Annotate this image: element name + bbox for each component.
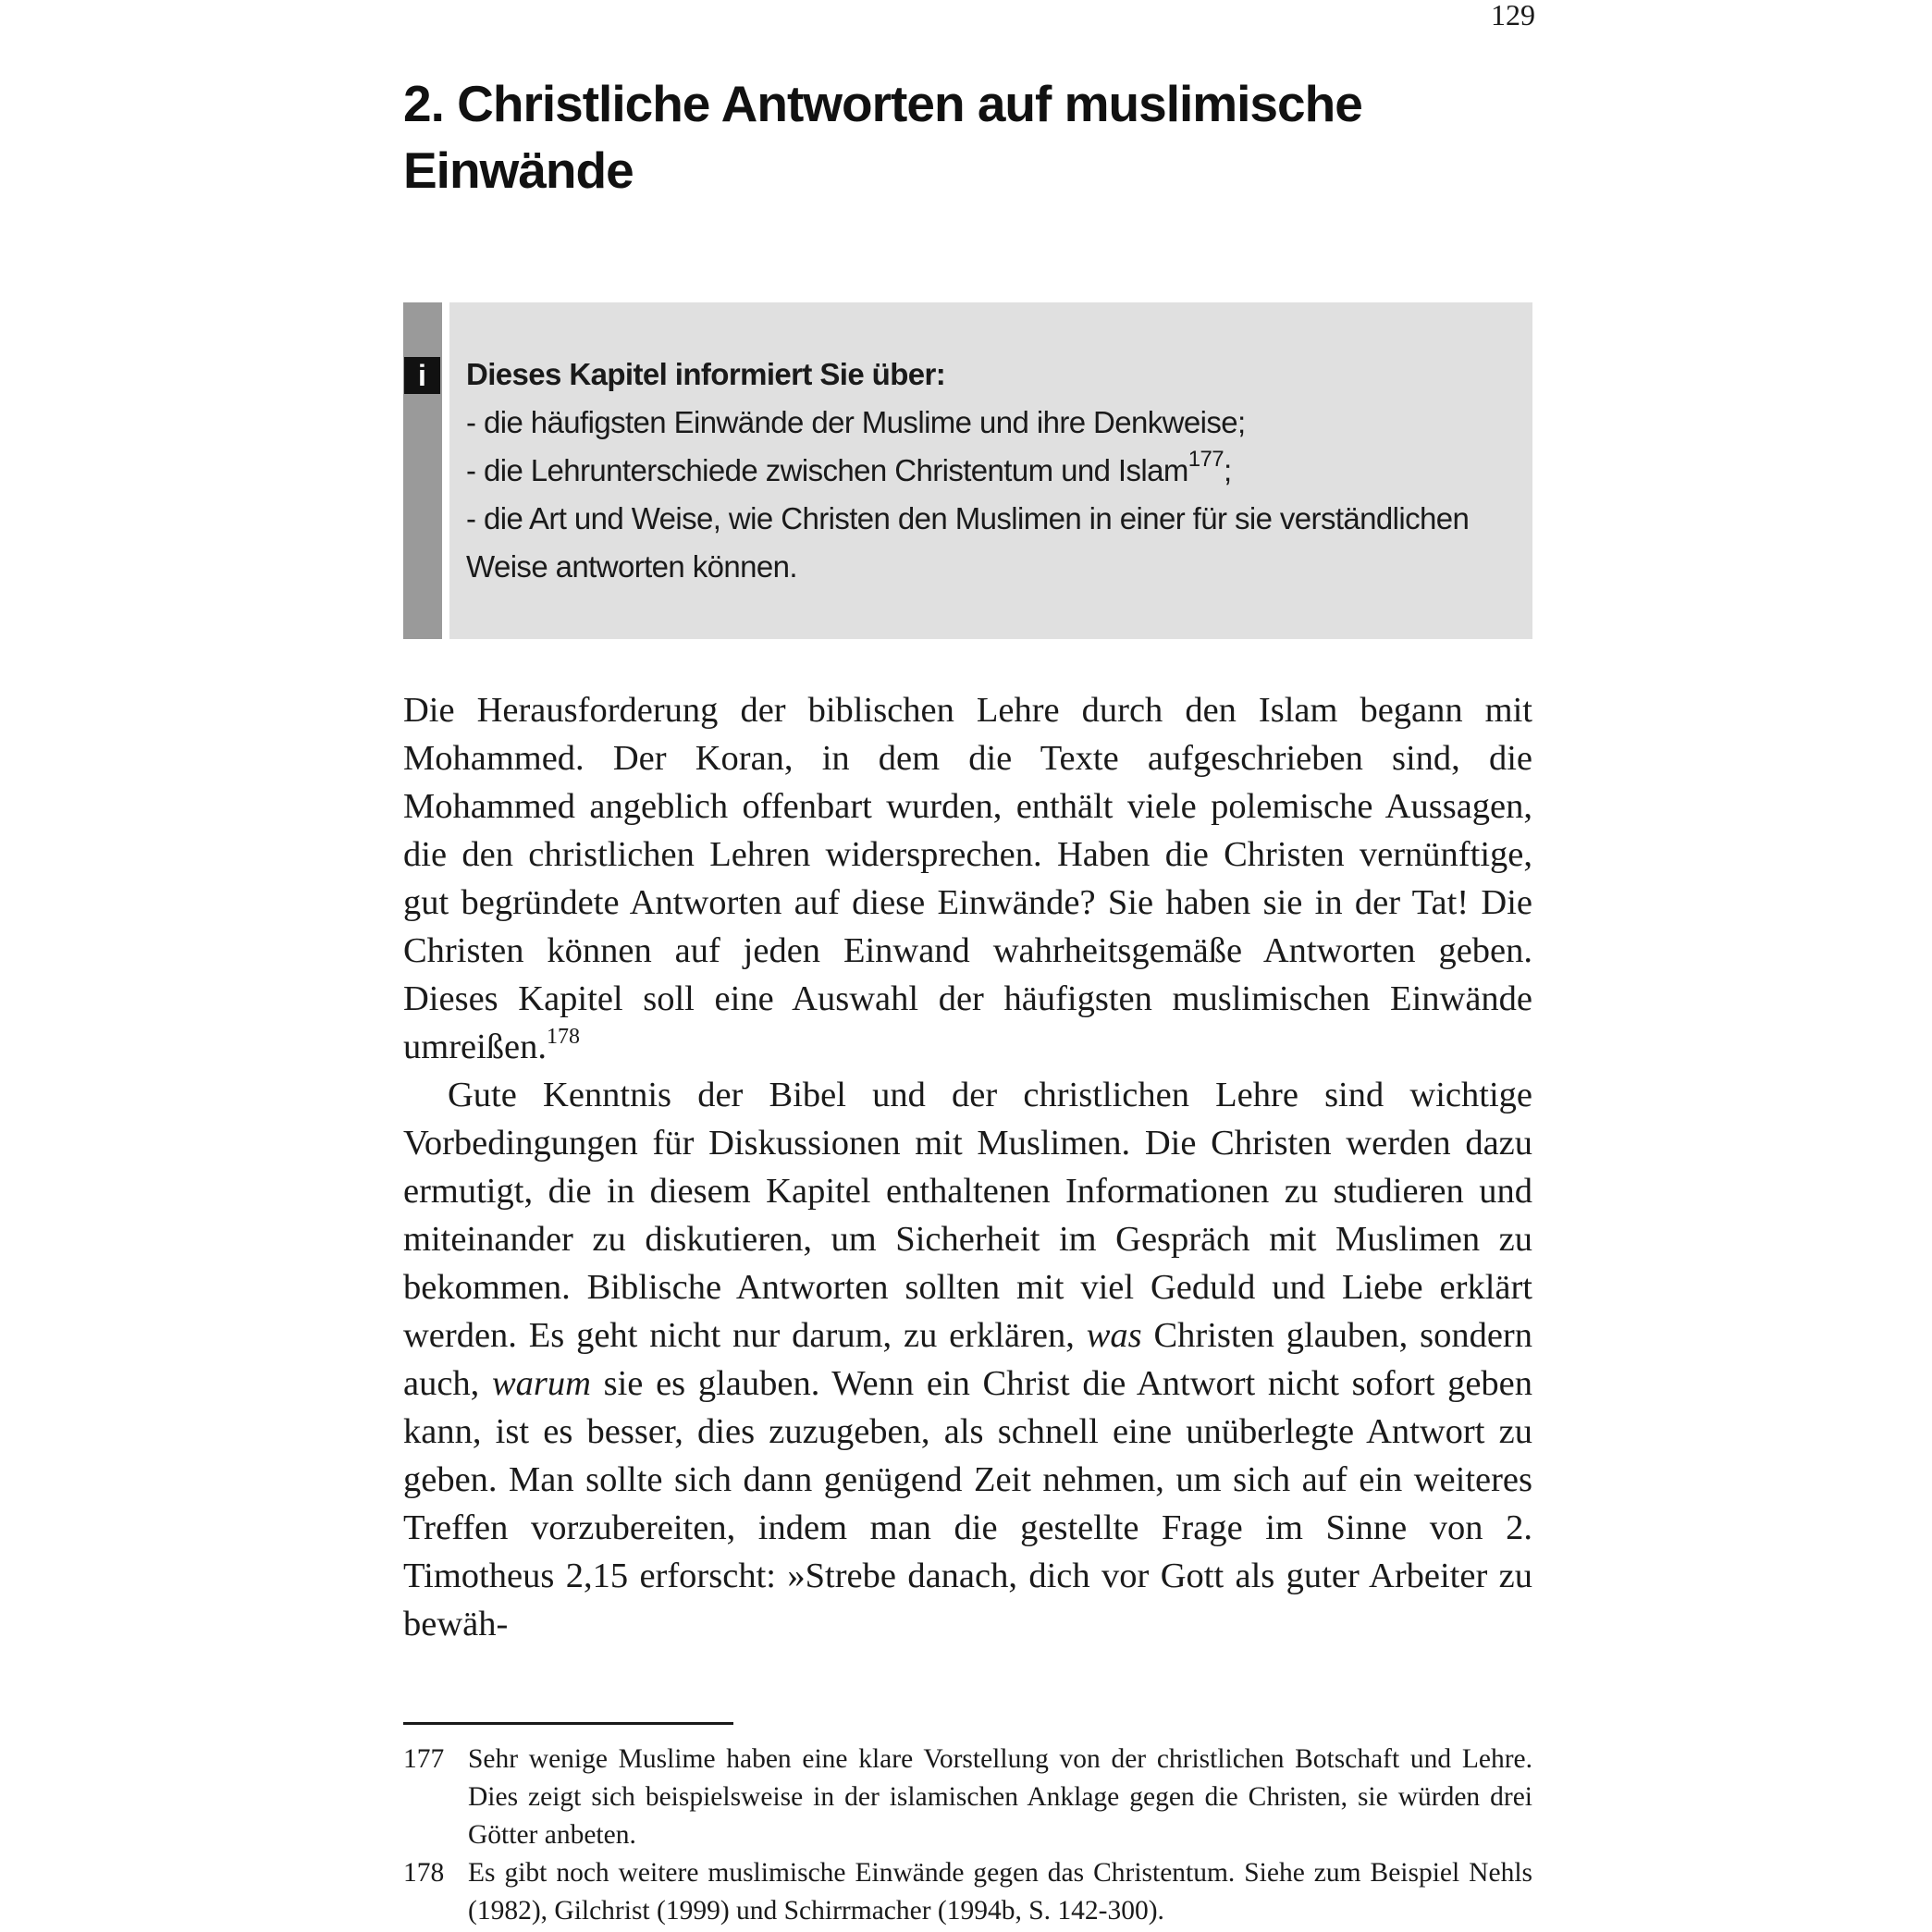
info-box-heading: Dieses Kapitel informiert Sie über: [466,357,946,391]
footnote-ref-178[interactable]: 178 [547,1025,581,1049]
page-number: 129 [1491,0,1535,31]
paragraph-text: Gute Kenntnis der Bibel und der christlichen Lehre sind wichtige Vorbedingungen für Diskussionen mit Muslimen. Die Christen werden dazu ermutigt, die in diesem Kapitel enthaltenen Informationen zu studieren und miteinander zu diskutieren, um Sicherheit im Gespräch mit Muslimen zu bekommen. Biblische Antworten sollten mit viel Geduld und Liebe erklärt werden. Es geht nicht nur darum, zu erklären, [403,1076,1532,1355]
paragraph-text: sie es glauben. Wenn ein Christ die Antwort nicht sofort geben kann, ist es besser, dies zuzugeben, als schnell eine unüberlegte Antwort zu geben. Man sollte sich dann genügend Zeit nehmen, um sich auf ein weiteres Treffen vorzubereiten, indem man die gestellte Frage im Sinne von 2. Timotheus 2,15 erforscht: »Strebe danach, dich vor Gott als guter Arbeiter zu bewäh- [403,1364,1532,1643]
info-box-item: - die Art und Weise, wie Christen den Muslimen in einer für sie verständlichen Weise antworten können. [466,501,1470,584]
info-icon: i [404,357,440,394]
footnote-text: Sehr wenige Muslime haben eine klare Vorstellung von der christlichen Botschaft und Lehre. Dies zeigt sich beispielsweise in der islamischen Anklage gegen die Christen, sie würden drei Götter anbeten. [468,1744,1532,1850]
body-text [403,686,1532,1648]
info-box-item-text: - die Lehrunterschiede zwischen Christentum und Islam [466,453,1188,487]
emphasis-word: warum [491,1364,591,1403]
info-box-item-suffix: ; [1224,453,1232,487]
footnote-number: 177 [403,1744,445,1774]
paragraph-text: Christen glauben, sondern auch, [403,1316,1532,1403]
footnote-177 [403,1741,1532,1854]
info-box-divider [442,302,449,639]
info-box-item [466,447,1516,495]
footnote-separator [403,1722,733,1725]
info-box-item: - die häufigsten Einwände der Muslime und ihre Denkweise; [466,405,1246,439]
body-paragraph [403,686,1532,1071]
footnote-ref-177[interactable]: 177 [1188,447,1224,472]
info-box-content [466,351,1516,591]
footnote-178 [403,1854,1532,1930]
body-paragraph [403,1071,1532,1648]
info-box-sidebar [403,302,442,639]
chapter-info-box [403,302,1532,639]
emphasis-word: was [1086,1316,1142,1355]
footnote-number: 178 [403,1858,445,1888]
chapter-title: 2. Christliche Antworten auf muslimische Einwände [403,75,1362,199]
paragraph-text: Die Herausforderung der biblischen Lehre durch den Islam begann mit Mohammed. Der Koran, in dem die Texte aufgeschrieben sind, die Mohammed angeblich offenbart wurden, enthält viele polemische Aussagen, die den christlichen Lehren widersprechen. Haben die Christen vernünftige, gut begründete Antworten auf diese Einwände? Sie haben sie in der Tat! Die Christen können auf jeden Einwand wahrheitsgemäße Antworten geben. Dieses Kapitel soll eine Auswahl der häufigsten muslimischen Einwände umreißen. [403,691,1532,1066]
footnotes [403,1741,1532,1930]
footnote-text: Es gibt noch weitere muslimische Einwände gegen das Christentum. Siehe zum Beispiel Nehls (1982), Gilchrist (1999) und Schirrmacher (1994b, S. 142-300). [468,1858,1532,1926]
